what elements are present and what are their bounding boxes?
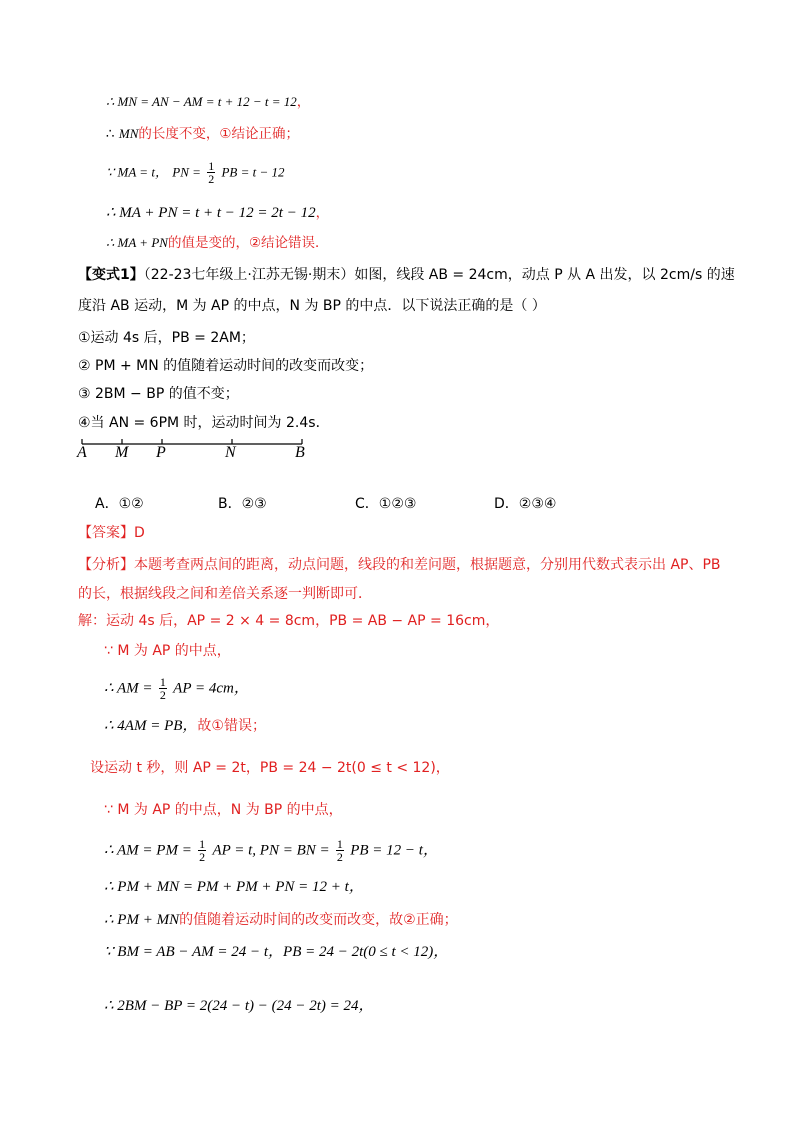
label-B: B: [295, 444, 305, 461]
option-d[interactable]: D．②③④: [494, 496, 557, 512]
option-a[interactable]: A．①②: [95, 496, 144, 512]
option-c[interactable]: C．①②③: [355, 496, 417, 512]
fraction-half: $\frac{1}{2}$: [336, 837, 343, 864]
prev-line-4: ∴ MA + PN = t + t − 12 = 2t − 12，: [106, 205, 330, 221]
label-A: A: [77, 444, 87, 461]
solution-line-1: 解：运动 4s 后，AP = 2 × 4 = 8cm，PB = AB − AP = 16cm，: [78, 613, 500, 629]
solution-line-11: ∴ 2BM − BP = 2(24 − t) − (24 − 2t) = 24，: [104, 998, 374, 1014]
solution-line-7: ∴ AM = PM = $\frac{1}{2}$ AP = t, PN = BN = $\frac{1}{2}$ PB = 12 − t，: [104, 837, 438, 864]
prev-line-3: ∵ MA = t， PN = $\frac{1}{2}$ PB = t − 12: [106, 159, 285, 186]
variant-line-2: 度沿 AB 运动，M 为 AP 的中点，N 为 BP 的中点．以下说法正确的是（ ）: [78, 298, 546, 314]
statement-2: ② PM + MN 的值随着运动时间的改变而改变；: [78, 358, 374, 374]
fraction-half: $\frac{1}{2}$: [159, 675, 166, 702]
analysis-line-2: 的长，根据线段之间和差倍关系逐一判断即可．: [78, 586, 372, 602]
answer-line: 【答案】D: [78, 525, 145, 541]
label-M: M: [115, 444, 129, 461]
variant-line-1: 【变式1】（22-23七年级上·江苏无锡·期末）如图，线段 AB = 24cm，动点 P 从 A 出发，以 2cm/s 的速: [78, 267, 735, 283]
option-b[interactable]: B．②③: [218, 496, 267, 512]
fraction-half: $\frac{1}{2}$: [199, 837, 206, 864]
solution-line-8: ∴ PM + MN = PM + PM + PN = 12 + t，: [104, 879, 364, 895]
analysis-line-1: 【分析】本题考查两点间的距离，动点问题，线段的和差问题，根据题意，分别用代数式表示出 AP、PB: [78, 557, 721, 573]
prev-line-1: ∴ MN = AN − AM = t + 12 − t = 12，: [106, 94, 311, 110]
solution-line-6: ∵ M 为 AP 的中点，N 为 BP 的中点，: [104, 802, 343, 818]
label-N: N: [225, 444, 236, 461]
prev-line-5: ∴ MA + PN的值是变的，②结论错误．: [106, 235, 329, 251]
fraction-half: $\frac{1}{2}$: [208, 159, 215, 186]
statement-1: ①运动 4s 后，PB = 2AM；: [78, 330, 255, 346]
label-P: P: [156, 444, 166, 461]
solution-line-10: ∵ BM = AB − AM = 24 − t，PB = 24 − 2t(0 ≤ t < 12)，: [104, 944, 449, 960]
solution-line-5: 设运动 t 秒，则 AP = 2t，PB = 24 − 2t(0 ≤ t < 12)，: [90, 760, 450, 776]
solution-line-3: ∴ AM = $\frac{1}{2}$ AP = 4cm，: [104, 675, 249, 702]
prev-line-2: ∴ MN的长度不变，①结论正确；: [106, 126, 299, 142]
statement-3: ③ 2BM − BP 的值不变；: [78, 386, 239, 402]
solution-line-2: ∵ M 为 AP 的中点，: [104, 643, 231, 659]
solution-line-9: ∴ PM + MN的值随着运动时间的改变而改变，故②正确；: [104, 912, 458, 928]
variant-tag: 【变式1】: [78, 267, 144, 283]
statement-4: ④当 AN = 6PM 时，运动时间为 2.4s．: [78, 415, 330, 431]
segment-figure: [78, 432, 318, 452]
solution-line-4: ∴ 4AM = PB，故①错误；: [104, 718, 266, 734]
